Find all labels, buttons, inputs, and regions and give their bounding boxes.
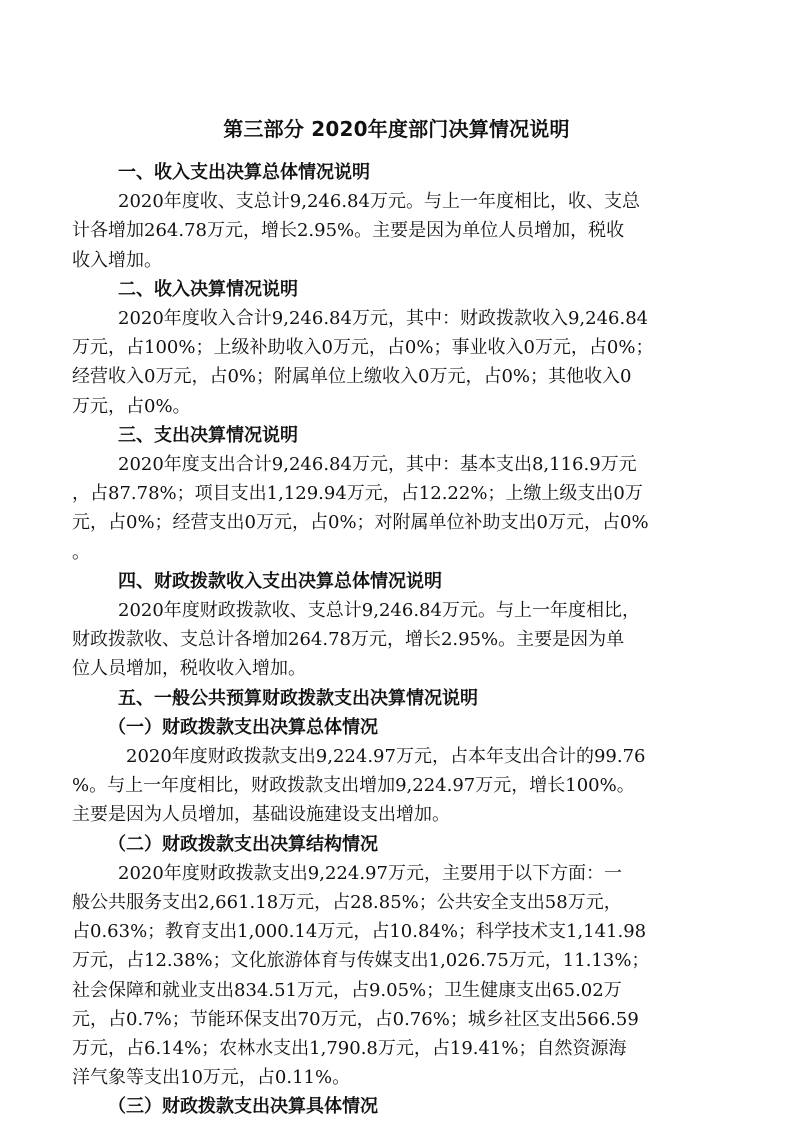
- paragraph-line: 2020年度支出合计9,246.84万元，其中：基本支出8,116.9万元: [118, 454, 637, 475]
- paragraph-line: 计各增加264.78万元，增长2.95%。主要是因为单位人员增加，税收: [72, 220, 625, 242]
- paragraph-line: %。与上一年度相比，财政拨款支出增加9,224.97万元，增长100%。: [72, 775, 635, 797]
- paragraph-line: 2020年度财政拨款支出9,224.97万元，主要用于以下方面：一: [118, 862, 622, 884]
- paragraph-line: 。: [72, 541, 90, 563]
- section-heading-general-budget: 五、一般公共预算财政拨款支出决算情况说明: [118, 687, 478, 709]
- paragraph-line: 万元，占100%；上级补助收入0万元，占0%；事业收入0万元，占0%；: [72, 337, 654, 359]
- subsection-heading-structure: （二）财政拨款支出决算结构情况: [108, 833, 378, 855]
- paragraph-line: 2020年度收、支总计9,246.84万元。与上一年度相比，收、支总: [118, 191, 640, 213]
- paragraph-line: 万元，占0%。: [72, 395, 191, 417]
- subsection-heading-overall: （一）财政拨款支出决算总体情况: [108, 716, 378, 738]
- paragraph-line: 般公共服务支出2,661.18万元，占28.85%；公共安全支出58万元，: [72, 892, 622, 913]
- paragraph-line: 财政拨款收、支总计各增加264.78万元，增长2.95%。主要是因为单: [72, 629, 625, 651]
- paragraph-line: 占0.63%；教育支出1,000.14万元，占10.84%；科学技术支1,141.98: [72, 921, 647, 943]
- page-title: 第三部分 2020年度部门决算情况说明: [223, 117, 570, 141]
- section-heading-fiscal-overall: 四、财政拨款收入支出决算总体情况说明: [118, 570, 442, 592]
- paragraph-line: 2020年度财政拨款支出9,224.97万元，占本年支出合计的99.76: [126, 746, 646, 767]
- section-heading-income: 二、收入决算情况说明: [118, 278, 298, 300]
- paragraph-line: 万元，占6.14%；农林水支出1,790.8万元，占19.41%；自然资源海: [72, 1038, 627, 1059]
- paragraph-line: 2020年度财政拨款收、支总计9,246.84万元。与上一年度相比，: [118, 600, 640, 621]
- subsection-heading-detail: （三）财政拨款支出决算具体情况: [108, 1096, 378, 1118]
- paragraph-line: 经营收入0万元，占0%；附属单位上缴收入0万元，占0%；其他收入0: [72, 366, 632, 388]
- paragraph-line: 元，占0.7%；节能环保支出70万元，占0.76%；城乡社区支出566.59: [72, 1008, 639, 1030]
- paragraph-line: 元，占0%；经营支出0万元，占0%；对附属单位补助支出0万元，占0%: [72, 512, 649, 534]
- paragraph-line: 洋气象等支出10万元，占0.11%。: [72, 1067, 351, 1089]
- section-heading-overall: 一、收入支出决算总体情况说明: [118, 162, 370, 183]
- paragraph-line: 主要是因为人员增加，基础设施建设支出增加。: [72, 804, 450, 826]
- paragraph-line: ，占87.78%；项目支出1,129.94万元，占12.22%；上缴上级支出0万: [72, 483, 643, 505]
- paragraph-line: 万元，占12.38%；文化旅游体育与传媒支出1,026.75万元，11.13%；: [72, 950, 650, 972]
- paragraph-line: 位人员增加，税收收入增加。: [72, 658, 306, 680]
- paragraph-line: 社会保障和就业支出834.51万元，占9.05%；卫生健康支出65.02万: [72, 979, 622, 1001]
- paragraph-line: 2020年度收入合计9,246.84万元，其中：财政拨款收入9,246.84: [118, 308, 649, 329]
- section-heading-expenditure: 三、支出决算情况说明: [118, 424, 298, 446]
- paragraph-line: 收入增加。: [72, 249, 162, 271]
